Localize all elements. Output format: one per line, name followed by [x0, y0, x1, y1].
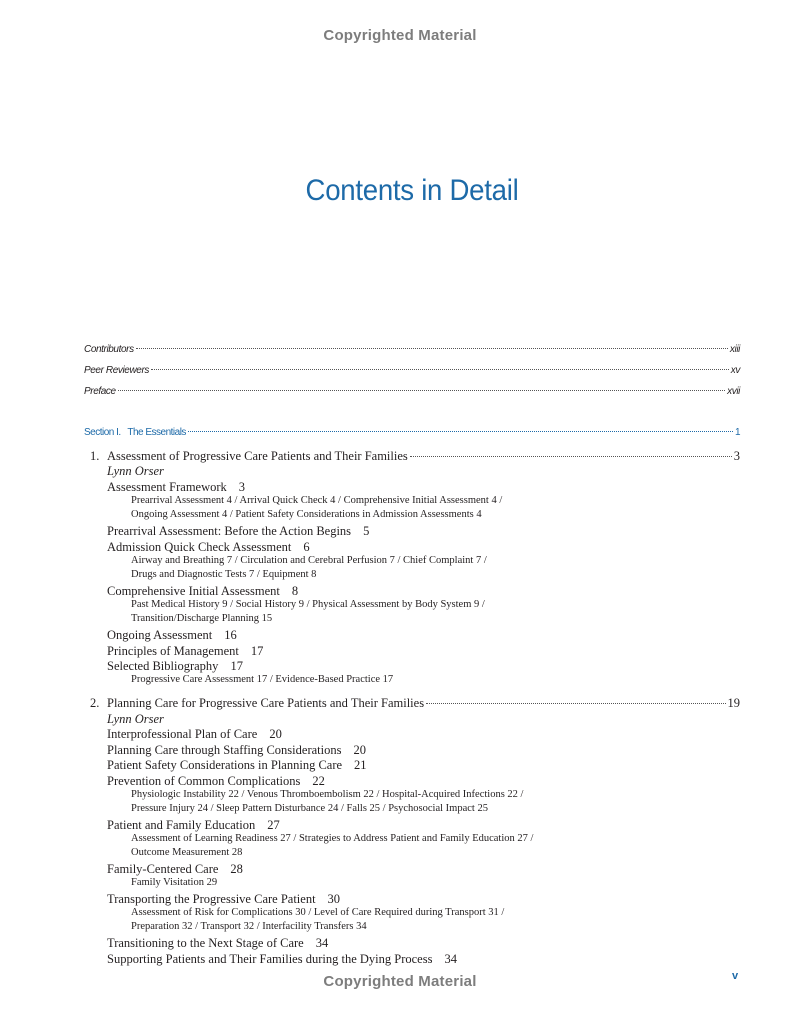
topic-page: 8 — [291, 584, 299, 598]
dot-leader — [410, 456, 732, 457]
topic-title: Selected Bibliography — [107, 659, 219, 673]
topic-title: Ongoing Assessment — [107, 628, 213, 642]
toc-entry-page: xiii — [729, 344, 740, 355]
chapter-title: Planning Care for Progressive Care Patients and Their Families — [107, 696, 425, 710]
subtopic-line: Assessment of Learning Readiness 27 / Strategies to Address Patient and Family Education 27 / — [131, 833, 534, 844]
subtopic-line: Pressure Injury 24 / Sleep Pattern Disturbance 24 / Falls 25 / Psychosocial Impact 25 — [131, 803, 488, 814]
toc-entry-preface[interactable] — [84, 386, 740, 397]
dot-leader — [188, 431, 733, 432]
topic-title: Patient Safety Considerations in Planning Care — [107, 758, 343, 772]
subtopic-line: Family Visitation 29 — [131, 877, 218, 888]
toc-topic[interactable] — [107, 936, 328, 950]
topic-title: Patient and Family Education — [107, 818, 256, 832]
toc-topic[interactable] — [107, 952, 457, 966]
subtopic-line: Airway and Breathing 7 / Circulation and Cerebral Perfusion 7 / Chief Complaint 7 / — [131, 555, 487, 566]
topic-title: Family-Centered Care — [107, 862, 219, 876]
toc-topic[interactable] — [107, 628, 237, 642]
subtopic-line: Prearrival Assessment 4 / Arrival Quick Check 4 / Comprehensive Initial Assessment 4 / — [131, 495, 503, 506]
chapter-page: 3 — [733, 449, 740, 463]
topic-page: 6 — [303, 540, 310, 554]
topic-page: 27 — [267, 818, 280, 832]
subtopic-line: Drugs and Diagnostic Tests 7 / Equipment 8 — [131, 569, 317, 580]
topic-title: Planning Care through Staffing Considerations — [107, 743, 342, 757]
dot-leader — [151, 369, 729, 370]
toc-topic[interactable] — [107, 644, 263, 658]
topic-title: Interprofessional Plan of Care — [107, 727, 258, 741]
section-label: Section I. The Essentials — [84, 427, 186, 438]
subtopic-line: Outcome Measurement 28 — [131, 847, 243, 858]
topic-title: Assessment Framework — [107, 480, 227, 494]
chapter-number: 2. — [90, 696, 100, 710]
topic-page: 17 — [230, 659, 243, 673]
toc-entry-label: Contributors — [84, 344, 134, 355]
toc-topic[interactable] — [107, 480, 245, 494]
toc-entry-contributors[interactable] — [84, 344, 740, 355]
page-number: v — [732, 970, 739, 982]
chapter-number: 1. — [90, 449, 100, 463]
topic-title: Prearrival Assessment: Before the Action Begins — [107, 524, 352, 538]
topic-title: Comprehensive Initial Assessment — [107, 584, 280, 598]
chapter-page: 19 — [727, 696, 740, 710]
toc-topic[interactable] — [107, 862, 243, 876]
topic-page: 28 — [230, 862, 243, 876]
subtopic-line: Past Medical History 9 / Social History 9 / Physical Assessment by Body System 9 / — [131, 599, 485, 610]
topic-title: Principles of Management — [107, 644, 239, 658]
toc-chapter-2[interactable] — [90, 696, 740, 710]
topic-page: 21 — [354, 758, 367, 772]
subtopic-line: Progressive Care Assessment 17 / Evidence-Based Practice 17 — [131, 674, 394, 685]
topic-page: 20 — [353, 743, 366, 757]
topic-page: 16 — [224, 628, 237, 642]
subtopic-line: Preparation 32 / Transport 32 / Interfacility Transfers 34 — [131, 921, 367, 932]
topic-title: Supporting Patients and Their Families during the Dying Process — [107, 952, 433, 966]
topic-page: 17 — [250, 644, 264, 658]
toc-entry-page: xvii — [727, 386, 740, 397]
topic-title: Prevention of Common Complications — [107, 774, 301, 788]
toc-entry-label: Peer Reviewers — [84, 365, 149, 376]
toc-section-heading[interactable] — [84, 427, 740, 438]
topic-title: Transporting the Progressive Care Patient — [107, 892, 316, 906]
copyright-watermark-top: Copyrighted Material — [323, 27, 477, 44]
toc-topic[interactable] — [107, 758, 367, 772]
section-page: 1 — [734, 427, 740, 438]
copyright-watermark-bottom: Copyrighted Material — [323, 973, 477, 990]
subtopic-line: Ongoing Assessment 4 / Patient Safety Considerations in Admission Assessments 4 — [131, 509, 482, 520]
subtopic-line: Physiologic Instability 22 / Venous Thromboembolism 22 / Hospital-Acquired Infections 22 / — [131, 789, 524, 800]
topic-page: 22 — [312, 774, 325, 788]
toc-topic[interactable] — [107, 659, 243, 673]
topic-title: Transitioning to the Next Stage of Care — [107, 936, 304, 950]
toc-topic[interactable] — [107, 584, 298, 598]
toc-topic[interactable] — [107, 774, 325, 788]
chapter-title: Assessment of Progressive Care Patients and Their Families — [107, 449, 408, 463]
toc-topic[interactable] — [107, 540, 310, 554]
chapter-author: Lynn Orser — [107, 712, 164, 726]
page-title: Contents in Detail — [305, 174, 519, 207]
dot-leader — [136, 348, 728, 349]
topic-page: 20 — [269, 727, 282, 741]
topic-page: 34 — [444, 952, 457, 966]
topic-page: 30 — [327, 892, 341, 906]
subtopic-line: Transition/Discharge Planning 15 — [131, 613, 273, 624]
dot-leader — [426, 703, 725, 704]
toc-topic[interactable] — [107, 743, 366, 757]
toc-topic[interactable] — [107, 892, 340, 906]
toc-entry-peer-reviewers[interactable] — [84, 365, 740, 376]
topic-title: Admission Quick Check Assessment — [107, 540, 292, 554]
topic-page: 5 — [363, 524, 370, 538]
toc-chapter-1[interactable] — [90, 449, 740, 463]
chapter-author: Lynn Orser — [107, 464, 164, 478]
subtopic-line: Assessment of Risk for Complications 30 / Level of Care Required during Transport 31 / — [131, 907, 505, 918]
topic-page: 34 — [315, 936, 329, 950]
toc-topic[interactable] — [107, 818, 280, 832]
toc-entry-page: xv — [730, 365, 740, 376]
dot-leader — [118, 390, 725, 391]
toc-topic[interactable] — [107, 727, 282, 741]
toc-entry-label: Preface — [84, 386, 116, 397]
topic-page: 3 — [238, 480, 246, 494]
toc-topic[interactable] — [107, 524, 369, 538]
